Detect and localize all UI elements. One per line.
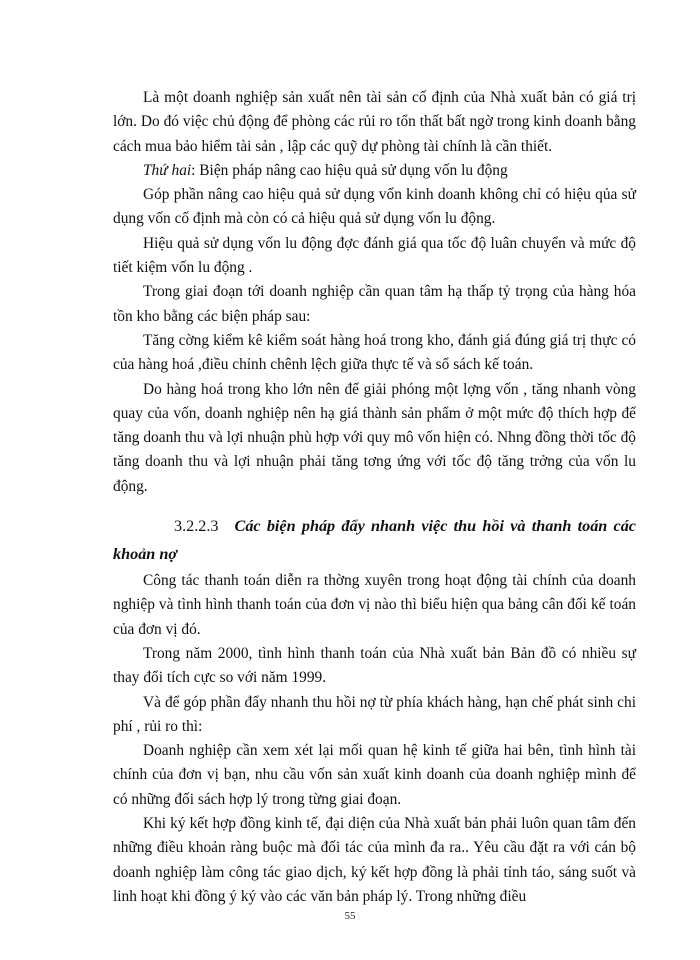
subsection-label: Thứ hai [143,161,192,179]
paragraph: Góp phần nâng cao hiệu quả sử dụng vốn kinh doanh không chỉ có hiệu qủa sử dụng vốn cố định mà còn có cả hiệu quả sử dụng vốn lu động. [113,186,636,228]
paragraph: Trong năm 2000, tình hình thanh toán của Nhà xuất bản Bản đồ có nhiều sự thay đổi tích cực so với năm 1999. [113,644,636,687]
paragraph: Do hàng hoá trong kho lớn nên để giải phóng một lợng vốn , tăng nhanh vòng quay của vốn, doanh nghiệp nên hạ giá thành sản phẩm ở một mức độ thích hợp để tăng doanh thu và lợi nhuận phù hợp với quy mô vốn hiện có. Nhng đồng thời tốc độ tăng doanh thu và lợi nhuận phải tăng tơng ứng với tốc độ tăng trởng của vốn lu động. [113,380,636,495]
paragraph: Tăng cờng kiểm kê kiểm soát hàng hoá trong kho, đánh giá đúng giá trị thực có của hàng hoá ,điều chỉnh chênh lệch giữa thực tế và sổ sách kế toán. [113,331,636,374]
subsection-title: : Biện pháp nâng cao hiệu quả sử dụng vốn lu động [191,161,508,179]
paragraph: Và để góp phần đẩy nhanh thu hồi nợ từ phía khách hàng, hạn chế phát sinh chi phí , rủi ro thì: [113,693,636,735]
section-number: 3.2.2.3 [174,517,219,536]
section-heading [113,512,636,568]
paragraph: Là một doanh nghiệp sản xuất nên tài sản cố định của Nhà xuất bản có giá trị lớn. Do đó việc chủ động để phòng các rủi ro tổn thất bất ngờ trong kinh doanh bằng cách mua bảo hiểm tài sản , lập các quỹ dự phòng tài chính là cần thiết. [113,89,636,155]
paragraph: Trong giai đoạn tới doanh nghiệp cần quan tâm hạ thấp tỷ trọng của hàng hóa tồn kho bằng các biện pháp sau: [113,283,636,325]
page-number: 55 [344,910,356,922]
section-title: Các biện pháp đẩy nhanh việc thu hồi và thanh toán các khoản nợ [113,517,636,564]
paragraph: Doanh nghiệp cần xem xét lại mối quan hệ kinh tế giữa hai bên, tình hình tài chính của đơn vị bạn, nhu cầu vốn sản xuất kinh doanh của doanh nghiệp mình để có những đối sách hợp lý trong từng giai đoạn. [113,742,636,808]
document-page [113,86,636,909]
subsection-heading [113,159,636,183]
paragraph: Hiệu quả sử dụng vốn lu động đợc đánh giá qua tốc độ luân chuyển và mức độ tiết kiệm vốn lu động . [113,234,636,277]
paragraph: Khi ký kết hợp đồng kinh tế, đại diện của Nhà xuất bản phải luôn quan tâm đến những điều khoản ràng buộc mà đối tác của mình đa ra.. Yêu cầu đặt ra với cán bộ doanh nghiệp làm công tác giao dịch, ký kết hợp đồng là phải tỉnh táo, sáng suốt và linh hoạt khi đồng ý ký vào các văn bản pháp lý. Trong những điều [113,815,636,905]
paragraph: Công tác thanh toán diễn ra thờng xuyên trong hoạt động tài chính của doanh nghiệp và tình hình thanh toán của đơn vị nào thì biểu hiện qua bảng cân đối kế toán của đơn vị đó. [113,572,636,638]
